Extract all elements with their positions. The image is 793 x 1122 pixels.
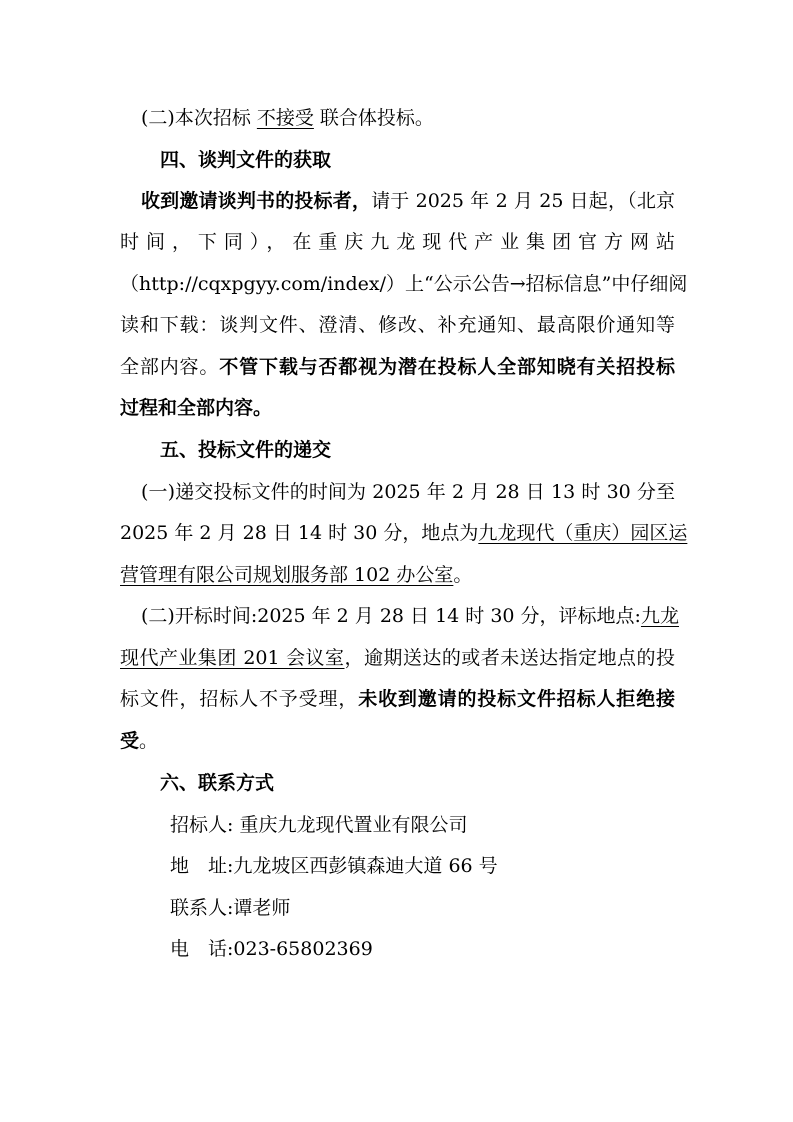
submission-time-line-3: 营管理有限公司规划服务部 102 办公室。 bbox=[120, 564, 473, 586]
opening-time-line-1: (二)开标时间:2025 年 2 月 28 日 14 时 30 分，评标地点:九龙 bbox=[141, 605, 679, 627]
submission-location-part-2: 营管理有限公司规划服务部 102 办公室 bbox=[120, 564, 454, 586]
rejection-notice-bold: 未收到邀请的投标文件招标人拒绝接 bbox=[358, 688, 675, 710]
contact-phone: 电 话:023-65802369 bbox=[170, 938, 373, 960]
opening-time-line-3: 标文件，招标人不予受理，未收到邀请的投标文件招标人拒绝接 bbox=[120, 688, 675, 710]
submission-location-part-1: 九龙现代（重庆）园区运 bbox=[478, 522, 688, 544]
contact-tenderer: 招标人: 重庆九龙现代置业有限公司 bbox=[170, 814, 468, 836]
opening-time-line-4: 受。 bbox=[120, 730, 159, 752]
invited-bidder-text: 收到邀请谈判书的投标者， bbox=[141, 190, 372, 212]
submission-time-line-1: (一)递交投标文件的时间为 2025 年 2 月 28 日 13 时 30 分至 bbox=[141, 481, 675, 503]
section-4-line-3: （http://cqxpgyy.com/index/）上“公示公告→招标信息”中仔细阅 bbox=[120, 273, 688, 295]
joint-bid-prefix: (二)本次招标 bbox=[141, 107, 257, 129]
joint-bid-suffix: 联合体投标。 bbox=[313, 107, 434, 129]
contact-person: 联系人:谭老师 bbox=[170, 897, 291, 919]
section-4-line-5: 全部内容。不管下载与否都视为潜在投标人全部知晓有关招投标 bbox=[120, 356, 675, 378]
joint-bid-not-accepted: 不接受 bbox=[256, 107, 314, 129]
section-6-heading: 六、联系方式 bbox=[160, 772, 275, 794]
section-4-line-6: 过程和全部内容。 bbox=[120, 397, 273, 419]
contact-address: 地 址:九龙坡区西彭镇森迪大道 66 号 bbox=[170, 855, 498, 877]
evaluation-location-part-2: 现代产业集团 201 会议室 bbox=[120, 647, 345, 669]
joint-bid-clause bbox=[141, 106, 696, 130]
section-5-heading: 五、投标文件的递交 bbox=[160, 439, 332, 461]
opening-time-line-2: 现代产业集团 201 会议室，逾期送达的或者未送达指定地点的投 bbox=[120, 647, 675, 669]
section-4-line-4: 读和下载：谈判文件、澄清、修改、补充通知、最高限价通知等 bbox=[120, 314, 675, 336]
section-4-line-1: 收到邀请谈判书的投标者，请于 2025 年 2 月 25 日起，（北京 bbox=[141, 190, 675, 212]
submission-time-line-2: 2025 年 2 月 28 日 14 时 30 分，地点为九龙现代（重庆）园区运 bbox=[120, 522, 688, 544]
download-notice-bold: 不管下载与否都视为潜在投标人全部知晓有关招投标 bbox=[219, 356, 675, 378]
section-4-heading: 四、谈判文件的获取 bbox=[160, 149, 332, 171]
section-4-line-2: 时间，下同），在重庆九龙现代产业集团官方网站 bbox=[120, 231, 675, 253]
evaluation-location-part-1: 九龙 bbox=[640, 605, 679, 627]
